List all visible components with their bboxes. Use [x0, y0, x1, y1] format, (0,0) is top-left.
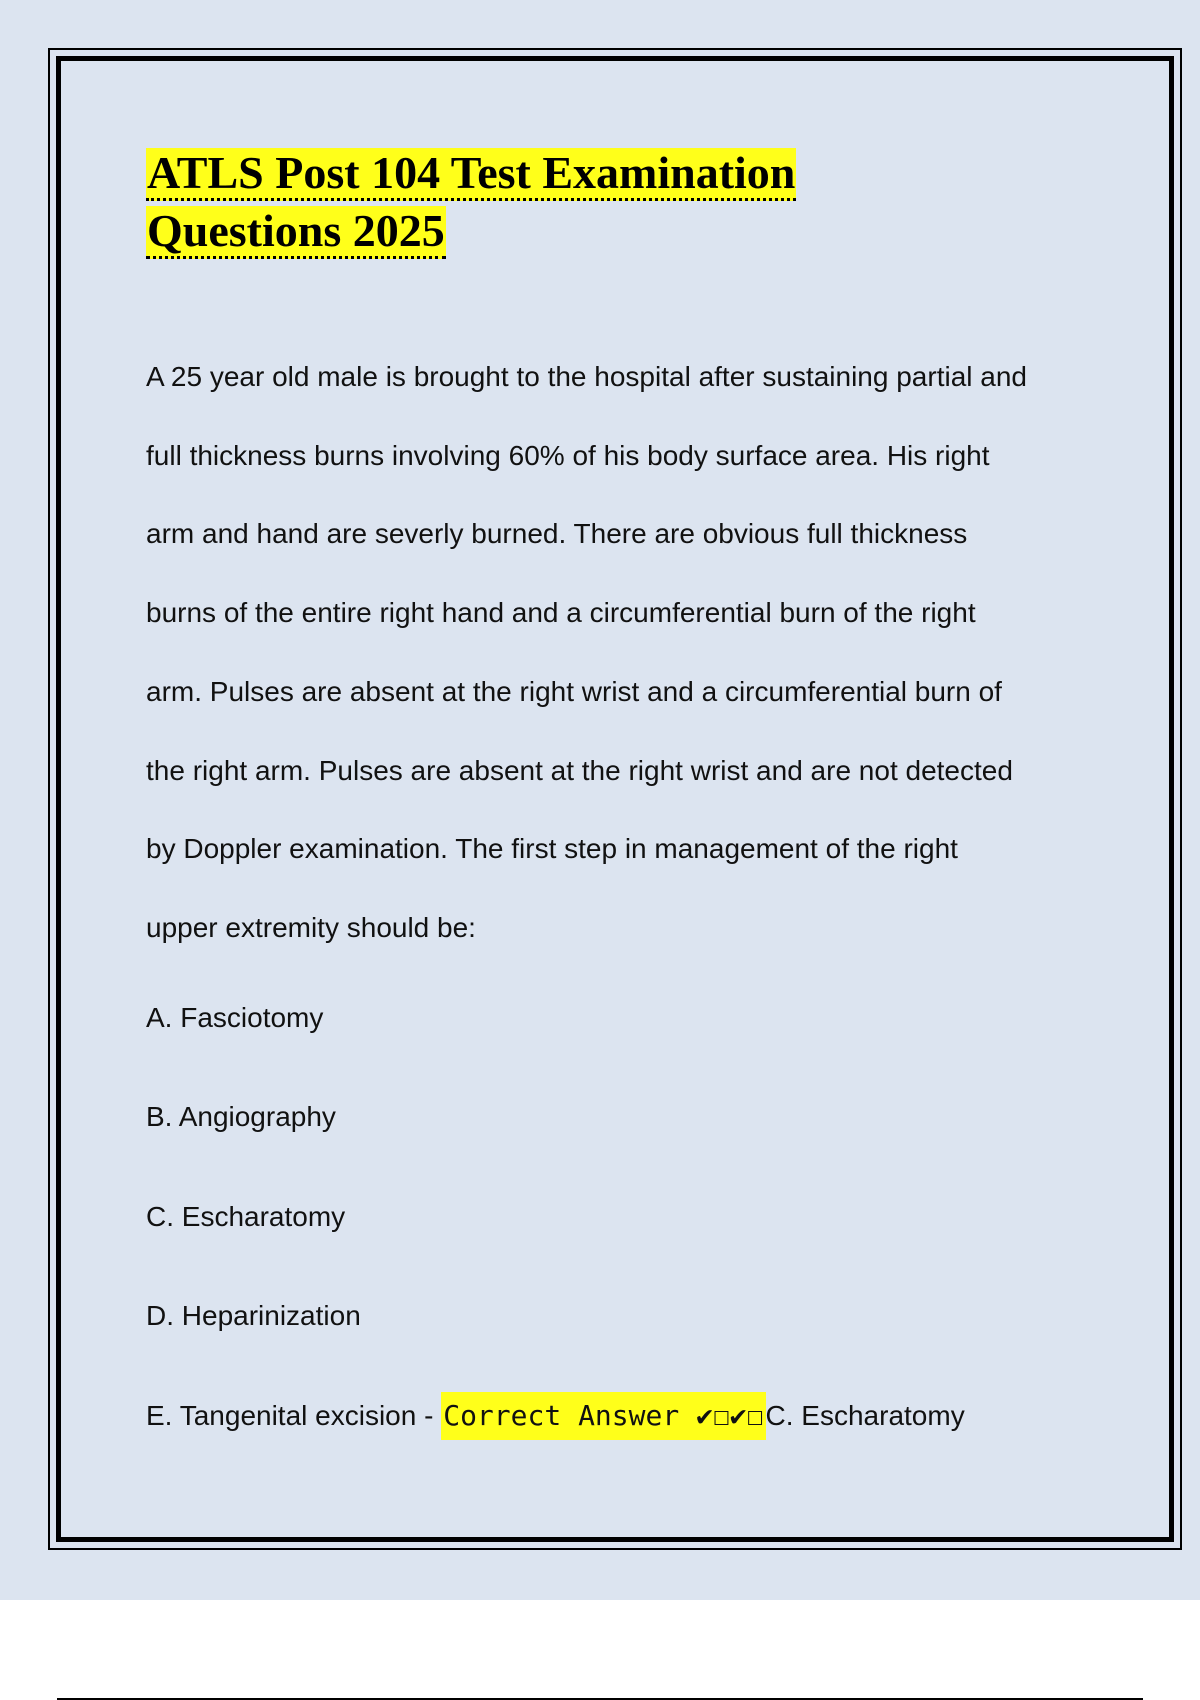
option-d: D. Heparinization	[146, 1300, 361, 1332]
option-e-with-answer	[146, 1386, 1106, 1446]
option-c: C. Escharatomy	[146, 1200, 346, 1232]
question-line: the right arm. Pulses are absent at the right wrist and are not detected	[146, 754, 1013, 786]
correct-answer-label: Correct Answer ✔☐✔☐	[441, 1392, 765, 1440]
question-line: A 25 year old male is brought to the hospital after sustaining partial and	[146, 361, 1027, 392]
title-line-2: Questions 2025	[146, 206, 446, 259]
answer-options	[146, 988, 1106, 1446]
option-b: B. Angiography	[146, 1101, 336, 1133]
question-line: arm and hand are severly burned. There are obvious full thickness	[146, 518, 968, 550]
title-line-1: ATLS Post 104 Test Examination	[146, 148, 796, 201]
option-a: A. Fasciotomy	[146, 1001, 324, 1033]
document-title	[146, 145, 1106, 261]
question-text	[146, 338, 1106, 968]
option-e: E. Tangenital excision -	[146, 1399, 434, 1431]
question-line: burns of the entire right hand and a circumferential burn of the right	[146, 597, 976, 629]
question-line: by Doppler examination. The first step in management of the right	[146, 833, 958, 865]
question-line: full thickness burns involving 60% of his body surface area. His right	[146, 439, 990, 471]
question-line: arm. Pulses are absent at the right wrist and a circumferential burn of	[146, 675, 1002, 707]
correct-answer-text: C. Escharatomy	[765, 1399, 965, 1431]
document-content	[146, 145, 1106, 1446]
question-line: upper extremity should be:	[146, 911, 476, 943]
